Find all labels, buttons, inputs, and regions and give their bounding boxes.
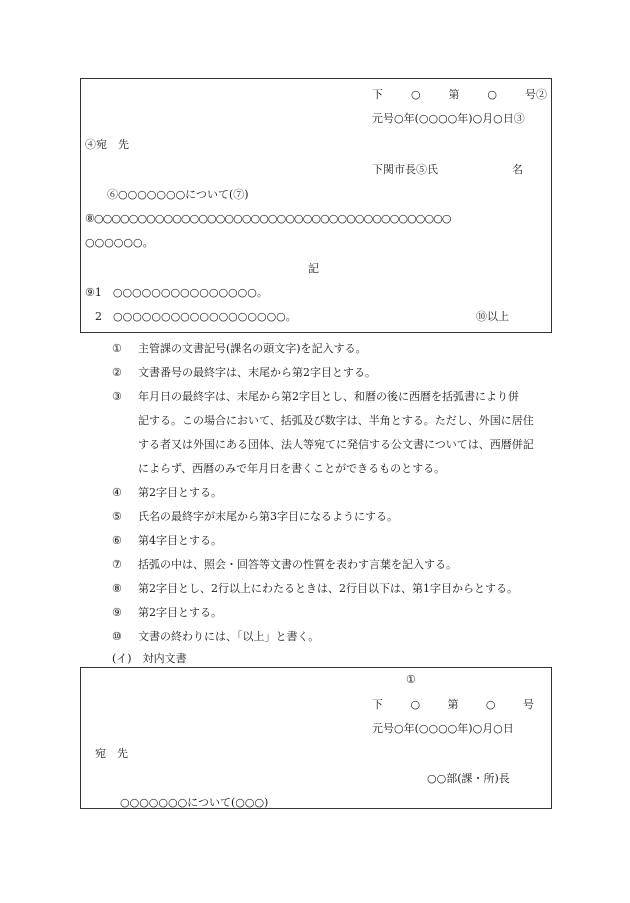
doc-number-part: 下 [372,88,383,101]
doc-date: 元号○年(○○○○年)○月○日③ [372,112,525,125]
doc-number-part: 第 [447,698,459,711]
note-number: ④ [112,486,122,499]
body-line: ○○○○○○。 [85,236,154,249]
note-item [112,462,445,476]
note-text: 記する。この場合において、括弧及び数字は、半角とする。ただし、外国に居住 [138,414,534,427]
note-text: 氏名の最終字が末尾から第3字目になるようにする。 [138,510,398,523]
sender-name-char: 名 [512,163,523,176]
note-number: ⑥ [112,534,122,547]
item-line: ⑨1 ○○○○○○○○○○○○○○○。 [85,286,268,299]
sender: ○○部(課・所)長 [427,772,510,785]
doc-number-line [372,698,534,712]
note-text: 第2字目とする。 [138,606,222,619]
note-item [112,366,376,380]
note-text: する者又は外国にある団体、法人等宛てに発信する公文書については、西暦併記 [138,438,534,451]
note-item [112,486,222,500]
internal-document-box [80,667,552,809]
note-item [112,342,367,356]
doc-number-part: ○ [487,88,498,101]
note-number: ③ [112,390,122,403]
doc-number-part: 号② [524,88,547,101]
note-text: 文書番号の最終字は、末尾から第2字目とする。 [138,366,376,379]
note-text: 第2字目とし、2行以上にわたるときは、2行目以下は、第1字目からとする。 [138,582,518,595]
note-text: 第4字目とする。 [138,534,222,547]
note-item [112,438,534,452]
note-item [112,630,319,644]
addressee: ④宛 先 [85,138,129,151]
note-number: ② [112,366,122,379]
doc-number-part: ○ [410,88,421,101]
note-text: 第2字目とする。 [138,486,222,499]
note-text: 年月日の最終字は、末尾から第2字目とし、和暦の後に西暦を括弧書により併 [138,390,519,403]
marker-number: ① [406,673,416,686]
note-number: ⑨ [112,606,122,619]
note-item [112,582,518,596]
subject-line: ⑥○○○○○○○について(⑦) [107,188,249,201]
note-number: ⑦ [112,558,122,571]
note-number: ⑩ [112,630,122,643]
note-item [112,558,457,572]
note-number: ⑤ [112,510,122,523]
note-text: 主管課の文書記号(課名の頭文字)を記入する。 [138,342,367,355]
note-item [112,606,222,620]
body-line: ⑧○○○○○○○○○○○○○○○○○○○○○○○○○○○○○○○○○○○○○○○○○ [85,212,451,225]
subject-line: ○○○○○○○について(○○○) [120,796,269,809]
note-number: ① [112,342,122,355]
doc-number-part: ○ [485,698,496,711]
note-item [112,414,534,428]
doc-number-part: 第 [448,88,460,101]
note-item [112,390,519,404]
doc-number-part: ○ [410,698,421,711]
addressee: 宛 先 [95,747,128,760]
doc-date: 元号○年(○○○○年)○月○日 [372,722,514,735]
ijou-text: ⑩以上 [476,310,509,323]
doc-number-line [372,88,547,102]
sender-prefix: 下関市長⑤氏 [372,163,438,176]
note-text: 文書の終わりには、「以上」と書く。 [138,630,320,643]
note-item [112,534,222,548]
ki-heading: 記 [308,262,319,275]
item-line: 2 ○○○○○○○○○○○○○○○○○○。 [95,310,297,323]
section-heading: (イ) 対内文書 [112,652,187,665]
note-text: 括弧の中は、照会・回答等文書の性質を表わす言葉を記入する。 [138,558,457,571]
doc-number-part: 号 [522,698,534,711]
note-item [112,510,398,524]
note-number: ⑧ [112,582,122,595]
doc-number-part: 下 [372,698,383,711]
note-text: によらず、西暦のみで年月日を書くことができるものとする。 [138,462,446,475]
